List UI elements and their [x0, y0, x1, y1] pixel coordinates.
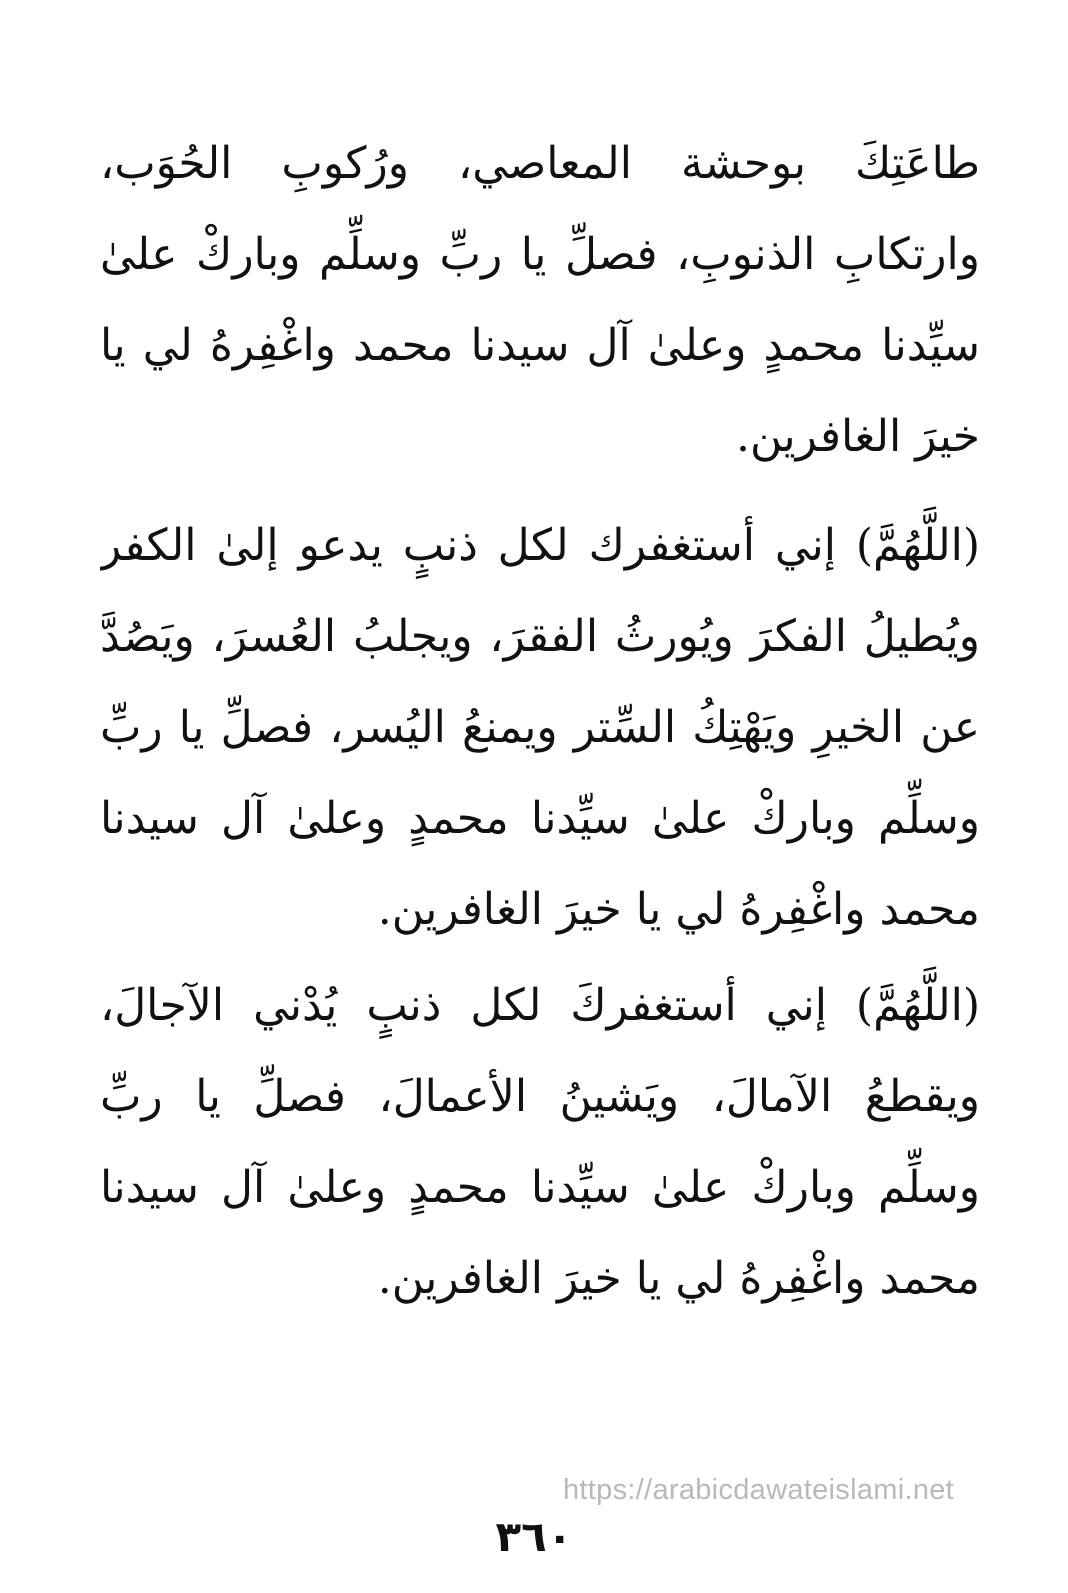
paragraph-3 — [100, 960, 980, 1324]
paragraph-1 — [100, 118, 980, 482]
paragraph-2 — [100, 500, 980, 955]
text-line: محمد واغْفِرهُ لي يا خيرَ الغافرين. — [377, 1253, 980, 1304]
watermark-url: https://arabicdawateislami.net — [563, 1474, 955, 1506]
text-line: وسلِّم وباركْ علىٰ سيِّدنا محمدٍ وعلىٰ آل سيدنا — [100, 1162, 980, 1213]
text-line: ويُطيلُ الفكرَ ويُورثُ الفقرَ، ويجلبُ العُسرَ، ويَصُدَّ — [100, 611, 980, 662]
page-number: ٣٦٠ — [495, 1512, 573, 1561]
text-line: طاعَتِكَ بوحشة المعاصي، ورُكوبِ الحُوَب، — [100, 138, 980, 189]
text-line: عن الخيرِ ويَهْتِكُ السِّتر ويمنعُ اليُسر، فصلِّ يا ربِّ — [100, 702, 980, 753]
text-line: وسلِّم وباركْ علىٰ سيِّدنا محمدٍ وعلىٰ آل سيدنا — [100, 793, 980, 844]
text-line: وارتكابِ الذنوبِ، فصلِّ يا ربِّ وسلِّم وباركْ علىٰ — [100, 229, 980, 280]
text-line: خيرَ الغافرين. — [735, 411, 980, 462]
text-line: (اللَّهُمَّ) إني أستغفركَ لكل ذنبٍ يُدْني الآجالَ، — [100, 980, 980, 1031]
text-line: (اللَّهُمَّ) إني أستغفرك لكل ذنبٍ يدعو إلىٰ الكفر — [100, 520, 980, 571]
text-line: ويقطعُ الآمالَ، ويَشينُ الأعمالَ، فصلِّ يا ربِّ — [100, 1071, 980, 1122]
text-line: سيِّدنا محمدٍ وعلىٰ آل سيدنا محمد واغْفِرهُ لي يا — [100, 320, 980, 371]
text-line: محمد واغْفِرهُ لي يا خيرَ الغافرين. — [377, 884, 980, 935]
